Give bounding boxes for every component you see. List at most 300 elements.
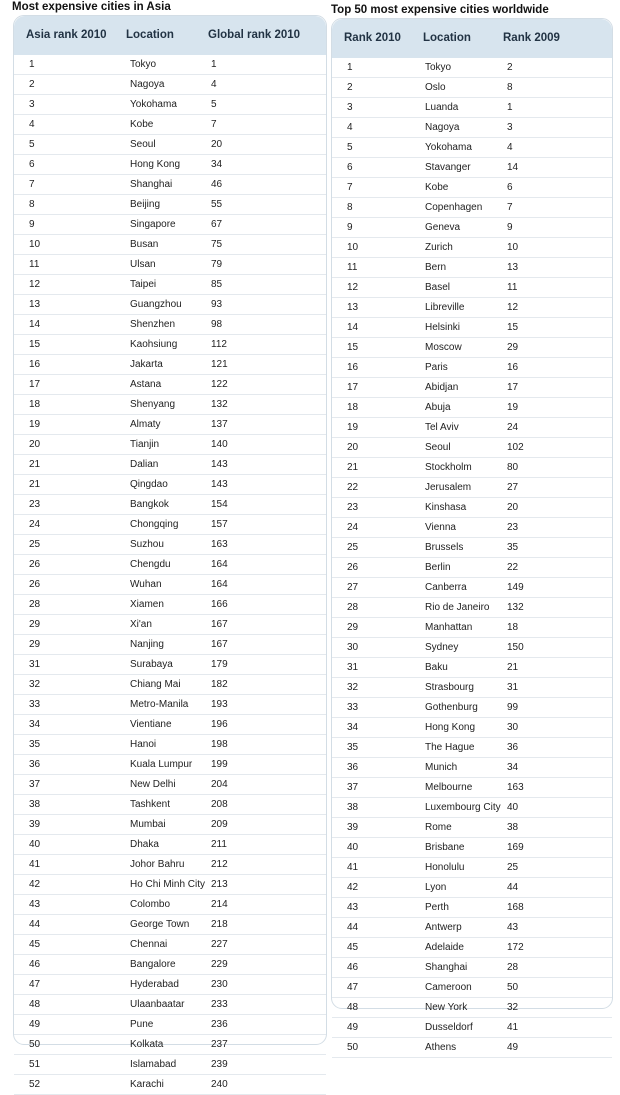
cell-rank-2009: 49 (507, 1042, 519, 1053)
cell-location: Astana (130, 379, 162, 390)
table-row (332, 738, 612, 758)
cell-rank-2010: 7 (347, 182, 353, 193)
cell-global-rank: 7 (211, 119, 217, 130)
cell-rank-2009: 11 (507, 282, 518, 293)
header-rank-2010: Rank 2010 (344, 32, 401, 44)
cell-asia-rank: 50 (29, 1039, 41, 1050)
table-row (332, 218, 612, 238)
cell-asia-rank: 48 (29, 999, 41, 1010)
cell-asia-rank: 52 (29, 1079, 41, 1090)
cell-asia-rank: 35 (29, 739, 41, 750)
cell-location: Baku (425, 662, 448, 673)
cell-global-rank: 214 (211, 899, 228, 910)
table-row (332, 558, 612, 578)
cell-location: Jakarta (130, 359, 163, 370)
cell-location: Pune (130, 1019, 154, 1030)
cell-rank-2009: 4 (507, 142, 513, 153)
cell-asia-rank: 9 (29, 219, 35, 230)
cell-location: Yokohama (425, 142, 472, 153)
cell-rank-2010: 46 (347, 962, 359, 973)
cell-location: Athens (425, 1042, 457, 1053)
cell-rank-2009: 8 (507, 82, 513, 93)
cell-asia-rank: 42 (29, 879, 41, 890)
cell-global-rank: 75 (211, 239, 223, 250)
table-row (332, 138, 612, 158)
cell-asia-rank: 34 (29, 719, 41, 730)
cell-rank-2009: 15 (507, 322, 519, 333)
header-location: Location (126, 29, 174, 41)
cell-global-rank: 167 (211, 639, 228, 650)
cell-rank-2009: 149 (507, 582, 524, 593)
table-row (14, 175, 326, 195)
cell-rank-2010: 50 (347, 1042, 359, 1053)
cell-location: George Town (130, 919, 190, 930)
cell-asia-rank: 23 (29, 499, 41, 510)
cell-asia-rank: 2 (29, 79, 35, 90)
cell-asia-rank: 24 (29, 519, 41, 530)
table-row (14, 1035, 326, 1055)
table-row (332, 638, 612, 658)
cell-location: Helsinki (425, 322, 461, 333)
table-row (14, 755, 326, 775)
table-row (14, 875, 326, 895)
cell-rank-2009: 30 (507, 722, 519, 733)
table-row (332, 478, 612, 498)
cell-global-rank: 157 (211, 519, 228, 530)
table-row (332, 358, 612, 378)
cell-asia-rank: 21 (29, 459, 41, 470)
cell-rank-2009: 32 (507, 1002, 519, 1013)
cell-location: New York (425, 1002, 468, 1013)
cell-rank-2009: 31 (507, 682, 519, 693)
cell-rank-2010: 42 (347, 882, 359, 893)
cell-rank-2010: 30 (347, 642, 359, 653)
cell-rank-2010: 19 (347, 422, 359, 433)
world-table-body (332, 58, 612, 1058)
table-row (332, 418, 612, 438)
cell-global-rank: 143 (211, 479, 228, 490)
cell-rank-2010: 31 (347, 662, 359, 673)
header-location: Location (423, 32, 471, 44)
cell-rank-2009: 172 (507, 942, 524, 953)
world-rank-table (331, 18, 613, 1053)
cell-rank-2009: 168 (507, 902, 524, 913)
cell-global-rank: 85 (211, 279, 223, 290)
table-row (14, 955, 326, 975)
cell-location: Busan (130, 239, 159, 250)
cell-asia-rank: 29 (29, 639, 41, 650)
cell-rank-2009: 41 (507, 1022, 519, 1033)
cell-location: Suzhou (130, 539, 164, 550)
cell-location: Colombo (130, 899, 171, 910)
cell-rank-2010: 20 (347, 442, 359, 453)
cell-location: Kaohsiung (130, 339, 178, 350)
table-row (332, 278, 612, 298)
cell-location: Strasbourg (425, 682, 474, 693)
cell-rank-2009: 99 (507, 702, 519, 713)
cell-rank-2010: 9 (347, 222, 353, 233)
cell-location: Kuala Lumpur (130, 759, 193, 770)
cell-global-rank: 164 (211, 579, 228, 590)
cell-asia-rank: 33 (29, 699, 41, 710)
cell-asia-rank: 13 (29, 299, 41, 310)
cell-rank-2010: 15 (347, 342, 359, 353)
cell-rank-2010: 28 (347, 602, 359, 613)
cell-asia-rank: 43 (29, 899, 41, 910)
table-row (332, 898, 612, 918)
table-row (14, 235, 326, 255)
table-row (14, 155, 326, 175)
cell-rank-2009: 14 (507, 162, 519, 173)
cell-asia-rank: 41 (29, 859, 41, 870)
cell-rank-2009: 2 (507, 62, 513, 73)
cell-rank-2009: 13 (507, 262, 519, 273)
table-row (332, 938, 612, 958)
cell-asia-rank: 3 (29, 99, 35, 110)
cell-asia-rank: 17 (29, 379, 41, 390)
table-row (14, 335, 326, 355)
cell-location: Antwerp (425, 922, 462, 933)
cell-global-rank: 34 (211, 159, 223, 170)
cell-location: Perth (425, 902, 449, 913)
cell-global-rank: 163 (211, 539, 228, 550)
cell-rank-2009: 29 (507, 342, 519, 353)
cell-global-rank: 198 (211, 739, 228, 750)
cell-global-rank: 204 (211, 779, 228, 790)
cell-global-rank: 5 (211, 99, 217, 110)
cell-rank-2009: 22 (507, 562, 519, 573)
table-row (14, 735, 326, 755)
cell-location: Shenyang (130, 399, 176, 410)
table-row (332, 858, 612, 878)
table-row (14, 935, 326, 955)
asia-rank-table (13, 15, 327, 1090)
table-row (332, 98, 612, 118)
cell-location: Moscow (425, 342, 462, 353)
cell-location: Sydney (425, 642, 459, 653)
cell-global-rank: 164 (211, 559, 228, 570)
table-row (14, 615, 326, 635)
table-row (14, 375, 326, 395)
table-row (332, 438, 612, 458)
table-row (332, 458, 612, 478)
cell-global-rank: 193 (211, 699, 228, 710)
cell-rank-2010: 16 (347, 362, 359, 373)
cell-location: Qingdao (130, 479, 168, 490)
cell-location: Jerusalem (425, 482, 472, 493)
asia-table-header (14, 16, 326, 55)
cell-global-rank: 122 (211, 379, 228, 390)
table-row (332, 698, 612, 718)
cell-asia-rank: 5 (29, 139, 35, 150)
cell-rank-2010: 2 (347, 82, 353, 93)
table-row (332, 598, 612, 618)
cell-global-rank: 154 (211, 499, 228, 510)
table-row (332, 918, 612, 938)
cell-location: Abuja (425, 402, 451, 413)
cell-asia-rank: 51 (29, 1059, 41, 1070)
cell-location: Stavanger (425, 162, 471, 173)
cell-asia-rank: 29 (29, 619, 41, 630)
table-row (14, 1075, 326, 1095)
table-row (14, 315, 326, 335)
table-row (332, 538, 612, 558)
cell-rank-2010: 1 (347, 62, 353, 73)
cell-location: Stockholm (425, 462, 472, 473)
table-row (14, 675, 326, 695)
table-row (332, 258, 612, 278)
cell-rank-2009: 80 (507, 462, 519, 473)
cell-global-rank: 239 (211, 1059, 228, 1070)
cell-asia-rank: 10 (29, 239, 41, 250)
cell-location: Ho Chi Minh City (130, 879, 206, 890)
cell-rank-2010: 10 (347, 242, 359, 253)
table-row (14, 415, 326, 435)
cell-location: Honolulu (425, 862, 465, 873)
cell-location: Luanda (425, 102, 459, 113)
table-row (14, 1055, 326, 1075)
table-row (14, 855, 326, 875)
cell-rank-2009: 19 (507, 402, 519, 413)
cell-rank-2010: 24 (347, 522, 359, 533)
table-row (14, 55, 326, 75)
cell-rank-2009: 10 (507, 242, 519, 253)
cell-global-rank: 121 (211, 359, 228, 370)
table-row (14, 435, 326, 455)
cell-rank-2009: 6 (507, 182, 513, 193)
cell-location: Chennai (130, 939, 168, 950)
cell-rank-2010: 35 (347, 742, 359, 753)
table-row (332, 518, 612, 538)
cell-rank-2009: 50 (507, 982, 519, 993)
cell-global-rank: 132 (211, 399, 228, 410)
cell-location: Dusseldorf (425, 1022, 473, 1033)
table-row (332, 878, 612, 898)
cell-location: Singapore (130, 219, 176, 230)
cell-location: Yokohama (130, 99, 177, 110)
cell-global-rank: 167 (211, 619, 228, 630)
cell-global-rank: 137 (211, 419, 228, 430)
cell-rank-2010: 29 (347, 622, 359, 633)
cell-rank-2010: 23 (347, 502, 359, 513)
cell-asia-rank: 36 (29, 759, 41, 770)
table-row (332, 198, 612, 218)
cell-global-rank: 212 (211, 859, 228, 870)
cell-global-rank: 79 (211, 259, 223, 270)
cell-global-rank: 218 (211, 919, 228, 930)
table-row (332, 298, 612, 318)
cell-location: Islamabad (130, 1059, 177, 1070)
table-row (332, 378, 612, 398)
table-row (332, 118, 612, 138)
table-row (332, 838, 612, 858)
table-row (14, 775, 326, 795)
cell-location: Chongqing (130, 519, 179, 530)
table-row (14, 555, 326, 575)
cell-location: Ulaanbaatar (130, 999, 185, 1010)
cell-asia-rank: 45 (29, 939, 41, 950)
cell-rank-2009: 21 (507, 662, 519, 673)
cell-location: Tokyo (425, 62, 452, 73)
cell-location: Surabaya (130, 659, 173, 670)
cell-location: Brisbane (425, 842, 465, 853)
table-row (332, 238, 612, 258)
cell-location: Tokyo (130, 59, 157, 70)
cell-location: Hanoi (130, 739, 157, 750)
table-row (14, 455, 326, 475)
table-row (14, 695, 326, 715)
cell-location: Libreville (425, 302, 465, 313)
cell-global-rank: 213 (211, 879, 228, 890)
table-row (332, 618, 612, 638)
table-row (332, 498, 612, 518)
cell-global-rank: 237 (211, 1039, 228, 1050)
table-row (332, 798, 612, 818)
cell-location: Bern (425, 262, 447, 273)
cell-rank-2010: 21 (347, 462, 359, 473)
table-row (332, 998, 612, 1018)
world-table-title: Top 50 most expensive cities worldwide (331, 4, 549, 16)
table-row (332, 718, 612, 738)
world-table-header (332, 19, 612, 58)
cell-asia-rank: 38 (29, 799, 41, 810)
cell-rank-2009: 38 (507, 822, 519, 833)
cell-asia-rank: 46 (29, 959, 41, 970)
cell-rank-2010: 44 (347, 922, 359, 933)
cell-rank-2009: 3 (507, 122, 513, 133)
cell-rank-2010: 40 (347, 842, 359, 853)
table-row (14, 195, 326, 215)
cell-rank-2009: 28 (507, 962, 519, 973)
cell-asia-rank: 6 (29, 159, 35, 170)
cell-location: Berlin (425, 562, 451, 573)
table-row (332, 678, 612, 698)
table-row (14, 275, 326, 295)
cell-rank-2009: 25 (507, 862, 519, 873)
cell-rank-2010: 17 (347, 382, 359, 393)
table-row (14, 655, 326, 675)
cell-location: Hyderabad (130, 979, 179, 990)
cell-rank-2009: 24 (507, 422, 519, 433)
cell-rank-2010: 38 (347, 802, 359, 813)
cell-global-rank: 143 (211, 459, 228, 470)
table-row (14, 95, 326, 115)
cell-location: Kobe (130, 119, 154, 130)
cell-asia-rank: 26 (29, 559, 41, 570)
cell-global-rank: 236 (211, 1019, 228, 1030)
cell-location: Manhattan (425, 622, 473, 633)
cell-global-rank: 182 (211, 679, 228, 690)
cell-rank-2009: 163 (507, 782, 524, 793)
cell-location: Kolkata (130, 1039, 164, 1050)
table-row (332, 758, 612, 778)
cell-location: Lyon (425, 882, 447, 893)
table-row (14, 595, 326, 615)
cell-asia-rank: 14 (29, 319, 41, 330)
cell-asia-rank: 37 (29, 779, 41, 790)
cell-global-rank: 230 (211, 979, 228, 990)
cell-rank-2010: 37 (347, 782, 359, 793)
cell-global-rank: 4 (211, 79, 217, 90)
cell-global-rank: 196 (211, 719, 228, 730)
table-row (332, 1018, 612, 1038)
cell-rank-2009: 18 (507, 622, 519, 633)
cell-location: The Hague (425, 742, 475, 753)
cell-global-rank: 229 (211, 959, 228, 970)
cell-location: Seoul (130, 139, 156, 150)
table-row (332, 318, 612, 338)
cell-rank-2010: 43 (347, 902, 359, 913)
table-row (14, 75, 326, 95)
cell-location: Seoul (425, 442, 451, 453)
cell-location: Ulsan (130, 259, 156, 270)
cell-rank-2010: 49 (347, 1022, 359, 1033)
cell-location: Gothenburg (425, 702, 478, 713)
cell-asia-rank: 25 (29, 539, 41, 550)
cell-global-rank: 140 (211, 439, 228, 450)
cell-rank-2010: 12 (347, 282, 359, 293)
table-row (14, 515, 326, 535)
cell-asia-rank: 11 (29, 259, 40, 270)
cell-rank-2009: 12 (507, 302, 519, 313)
cell-location: Dalian (130, 459, 159, 470)
cell-location: Tianjin (130, 439, 160, 450)
cell-location: Nagoya (425, 122, 460, 133)
cell-asia-rank: 19 (29, 419, 41, 430)
cell-location: Shanghai (425, 962, 468, 973)
table-row (14, 135, 326, 155)
cell-global-rank: 240 (211, 1079, 228, 1090)
cell-location: Oslo (425, 82, 446, 93)
table-row (14, 975, 326, 995)
cell-location: Dhaka (130, 839, 159, 850)
cell-rank-2009: 1 (507, 102, 513, 113)
cell-asia-rank: 31 (29, 659, 41, 670)
cell-rank-2010: 8 (347, 202, 353, 213)
cell-rank-2009: 150 (507, 642, 524, 653)
cell-location: Bangkok (130, 499, 169, 510)
cell-asia-rank: 21 (29, 479, 41, 490)
cell-location: Geneva (425, 222, 461, 233)
cell-asia-rank: 44 (29, 919, 41, 930)
cell-location: Tel Aviv (425, 422, 459, 433)
cell-rank-2010: 14 (347, 322, 359, 333)
cell-location: Kobe (425, 182, 449, 193)
table-row (14, 495, 326, 515)
cell-rank-2009: 102 (507, 442, 524, 453)
cell-asia-rank: 8 (29, 199, 35, 210)
cell-global-rank: 179 (211, 659, 228, 670)
cell-location: Rio de Janeiro (425, 602, 490, 613)
cell-rank-2009: 16 (507, 362, 519, 373)
header-global-rank-2010: Global rank 2010 (208, 29, 301, 41)
cell-location: Vientiane (130, 719, 172, 730)
table-row (332, 818, 612, 838)
cell-rank-2010: 3 (347, 102, 353, 113)
cell-location: Guangzhou (130, 299, 182, 310)
cell-rank-2010: 11 (347, 262, 358, 273)
cell-location: Tashkent (130, 799, 171, 810)
cell-rank-2009: 7 (507, 202, 513, 213)
cell-global-rank: 46 (211, 179, 223, 190)
table-row (14, 575, 326, 595)
header-asia-rank-2010: Asia rank 2010 (26, 29, 107, 41)
table-row (332, 978, 612, 998)
cell-rank-2010: 34 (347, 722, 359, 733)
table-row (332, 178, 612, 198)
cell-global-rank: 112 (211, 339, 227, 350)
cell-rank-2010: 33 (347, 702, 359, 713)
